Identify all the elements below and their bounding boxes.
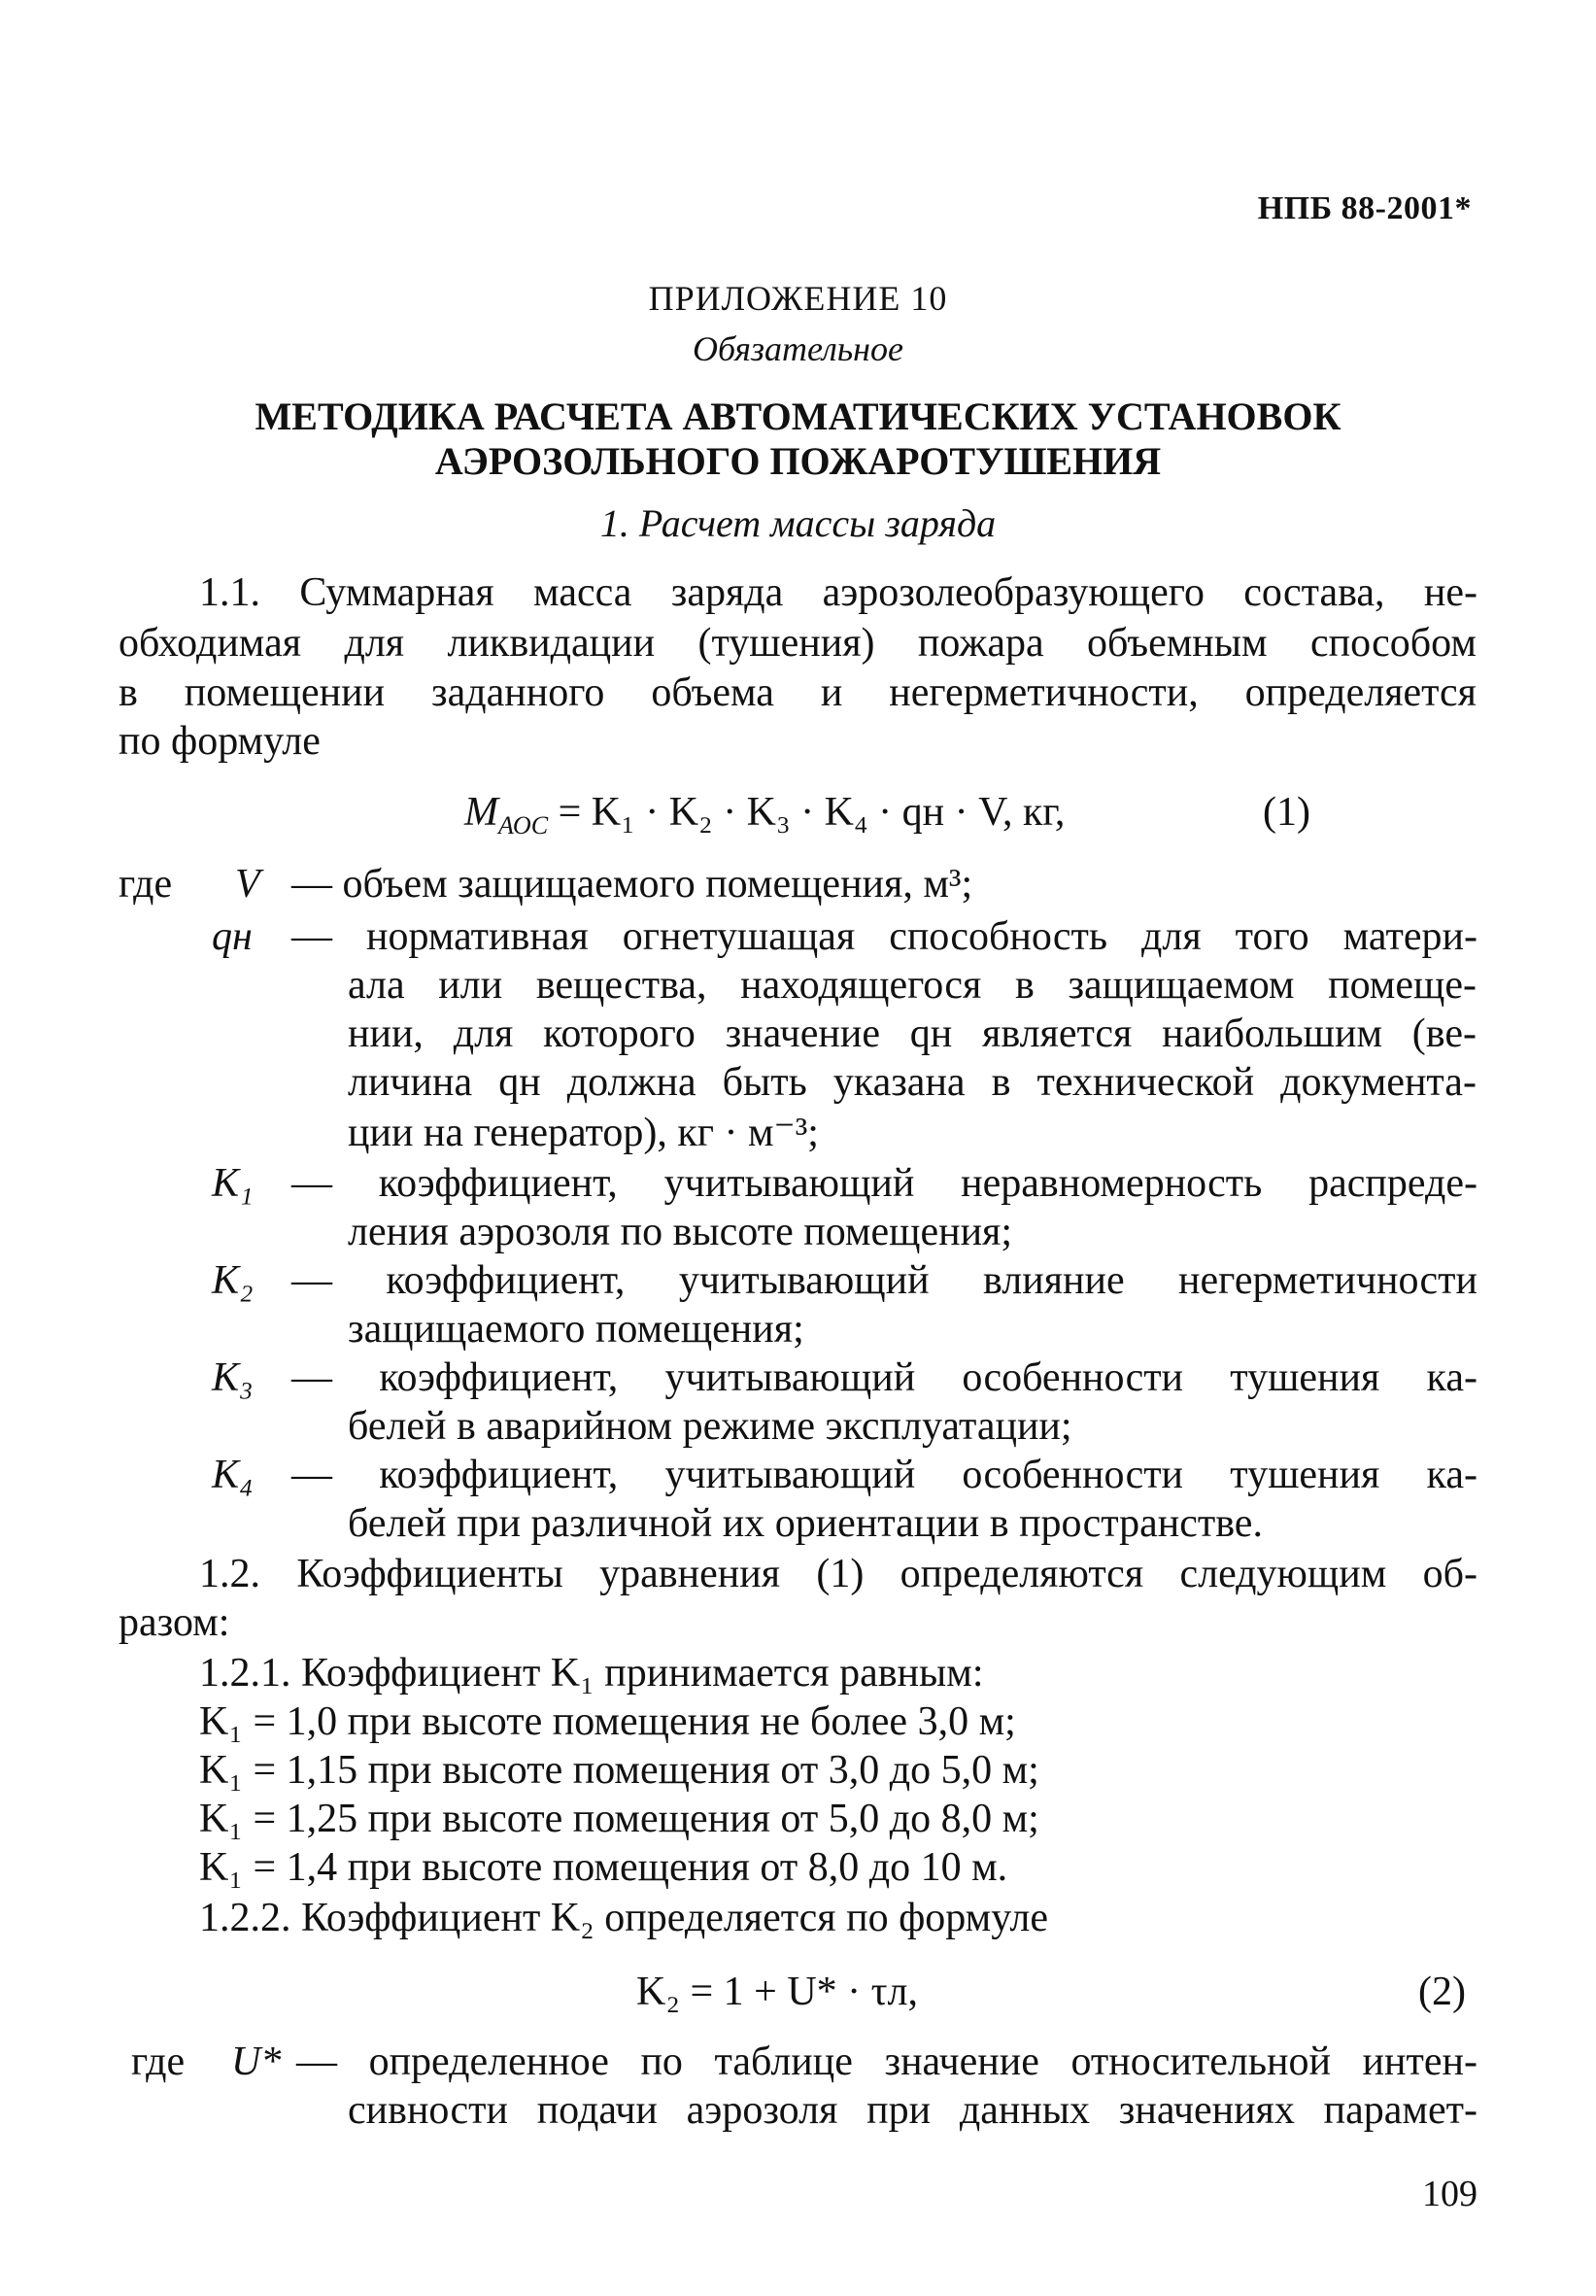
word: данных bbox=[959, 2088, 1091, 2133]
formula-1 bbox=[464, 789, 1065, 840]
def-symbol: K₄ bbox=[212, 1453, 254, 1497]
paragraph-line bbox=[119, 620, 1477, 667]
appendix-title-line1: МЕТОДИКА РАСЧЕТА АВТОМАТИЧЕСКИХ УСТАНОВОК bbox=[255, 394, 1341, 438]
word: интен- bbox=[1362, 2039, 1477, 2084]
formula-1-number: (1) bbox=[1263, 790, 1310, 835]
word: таблице bbox=[714, 2039, 853, 2084]
word: способность bbox=[889, 914, 1108, 959]
def-line bbox=[291, 1160, 1477, 1207]
word: вещества, bbox=[535, 963, 707, 1008]
word: должна bbox=[566, 1060, 696, 1105]
appendix-label: ПРИЛОЖЕНИЕ 10 bbox=[648, 279, 948, 318]
paragraph-line bbox=[199, 1551, 1477, 1597]
def-symbol: U* bbox=[231, 2039, 282, 2084]
word: учитывающий bbox=[664, 1453, 916, 1497]
def-line bbox=[348, 1059, 1477, 1106]
word: заряда bbox=[670, 570, 784, 615]
def-line bbox=[291, 1452, 1477, 1498]
word: пожара bbox=[917, 621, 1044, 666]
def-line bbox=[291, 913, 1477, 960]
word: технической bbox=[1036, 1060, 1255, 1105]
appendix-title-line2: АЭРОЗОЛЬНОГО ПОЖАРОТУШЕНИЯ bbox=[434, 439, 1162, 483]
word: негерметичности, bbox=[889, 670, 1199, 715]
word: — bbox=[291, 914, 332, 959]
k1-value-line: K₁ = 1,25 при высоте помещения от 5,0 до 8,0 м; bbox=[199, 1797, 1039, 1841]
def-line bbox=[296, 2039, 1477, 2085]
word: (тушения) bbox=[697, 621, 875, 666]
word: аэрозолеобразующего bbox=[822, 570, 1205, 615]
word: qн bbox=[909, 1011, 953, 1056]
word: — bbox=[291, 1258, 332, 1303]
word: объемным bbox=[1087, 621, 1268, 666]
word: для bbox=[344, 621, 405, 666]
k1-value-line: K₁ = 1,4 при высоте помещения от 8,0 до 10 м. bbox=[199, 1845, 1008, 1890]
word: помещении bbox=[184, 670, 386, 715]
where-label: где bbox=[119, 862, 173, 907]
paragraph-line: 1.2.2. Коэффициент K₂ определяется по формуле bbox=[199, 1896, 1048, 1940]
word: особенности bbox=[962, 1453, 1184, 1497]
section-title: 1. Расчет массы заряда bbox=[599, 501, 997, 545]
word: не- bbox=[1423, 570, 1477, 615]
def-line: — объем защищаемого помещения, м³; bbox=[291, 862, 973, 907]
word: масса bbox=[533, 570, 632, 615]
def-line: ции на генератор), кг · м⁻³; bbox=[348, 1111, 819, 1155]
def-line bbox=[348, 962, 1477, 1009]
formula-2-number: (2) bbox=[1418, 1970, 1466, 2014]
word: негерметичности bbox=[1178, 1258, 1477, 1303]
def-line bbox=[348, 2087, 1477, 2134]
k1-value-line: K₁ = 1,0 при высоте помещения не более 3,0 м; bbox=[199, 1699, 1016, 1744]
word: тушения bbox=[1230, 1355, 1380, 1400]
paragraph-line: 1.2.1. Коэффициент K₁ принимается равным: bbox=[199, 1651, 984, 1696]
word: парамет- bbox=[1323, 2088, 1477, 2133]
word: значение bbox=[884, 2039, 1039, 2084]
word: уравнения bbox=[599, 1552, 781, 1596]
word: ка- bbox=[1426, 1453, 1477, 1497]
word: Суммарная bbox=[299, 570, 494, 615]
word: и bbox=[820, 670, 843, 715]
word: учитывающий bbox=[664, 1355, 916, 1400]
formula-1-lhs-sub: АОС bbox=[498, 811, 549, 840]
word: определяется bbox=[1244, 670, 1477, 715]
word: коэффициент, bbox=[379, 1355, 619, 1400]
appendix-status: Обязательное bbox=[693, 329, 903, 368]
word: находящегося bbox=[740, 963, 982, 1008]
word: заданного bbox=[431, 670, 605, 715]
word: в bbox=[119, 670, 138, 715]
word: учитывающий bbox=[663, 1161, 915, 1206]
def-line: белей при различной их ориентации в пространстве. bbox=[348, 1501, 1263, 1546]
word: способом bbox=[1309, 621, 1477, 666]
word: или bbox=[438, 963, 503, 1008]
word: помеще- bbox=[1328, 963, 1477, 1008]
word: огнетушащая bbox=[622, 914, 856, 959]
def-symbol: qн bbox=[212, 914, 253, 959]
word: ка- bbox=[1426, 1355, 1477, 1400]
word: (ве- bbox=[1411, 1011, 1477, 1056]
word: для bbox=[1141, 914, 1202, 959]
word: — bbox=[291, 1453, 332, 1497]
def-line bbox=[291, 1354, 1477, 1401]
word: коэффициент, bbox=[378, 1161, 618, 1206]
word: наибольшим bbox=[1162, 1011, 1383, 1056]
word: документа- bbox=[1280, 1060, 1477, 1105]
word: нормативная bbox=[365, 914, 589, 959]
k1-value-line: K₁ = 1,15 при высоте помещения от 3,0 до 5,0 м; bbox=[199, 1748, 1039, 1793]
word: значениях bbox=[1118, 2088, 1295, 2133]
word: того bbox=[1235, 914, 1309, 959]
word: определенное bbox=[368, 2039, 609, 2084]
word: по bbox=[640, 2039, 683, 2084]
word: влияние bbox=[982, 1258, 1125, 1303]
page-number: 109 bbox=[1422, 2174, 1477, 2214]
word: значение bbox=[725, 1011, 880, 1056]
word: 1.2. bbox=[199, 1552, 260, 1596]
word: аэрозоля bbox=[686, 2088, 838, 2133]
formula-1-rhs: = K₁ · K₂ · K₃ · K₄ · qн · V, кг, bbox=[558, 790, 1066, 835]
def-symbol: K₂ bbox=[212, 1258, 254, 1303]
document-code: НПБ 88-2001* bbox=[1257, 190, 1472, 226]
word: ликвидации bbox=[447, 621, 656, 666]
word: в bbox=[1014, 963, 1035, 1008]
word: — bbox=[291, 1161, 332, 1206]
formula-1-lhs: M bbox=[464, 790, 498, 835]
word: является bbox=[982, 1011, 1133, 1056]
word: нии, bbox=[348, 1011, 424, 1056]
word: определяются bbox=[900, 1552, 1144, 1596]
word: матери- bbox=[1342, 914, 1477, 959]
word: ала bbox=[348, 963, 405, 1008]
word: в bbox=[991, 1060, 1011, 1105]
def-line: ления аэрозоля по высоте помещения; bbox=[348, 1210, 1013, 1254]
word: быть bbox=[722, 1060, 807, 1105]
word: указана bbox=[832, 1060, 966, 1105]
word: qн bbox=[498, 1060, 541, 1105]
paragraph-line bbox=[119, 669, 1477, 716]
word: подачи bbox=[536, 2088, 658, 2133]
word: относительной bbox=[1070, 2039, 1331, 2084]
word: 1.1. bbox=[199, 570, 260, 615]
def-symbol: V bbox=[235, 862, 260, 907]
word: которого bbox=[543, 1011, 696, 1056]
word: тушения bbox=[1230, 1453, 1380, 1497]
where-label: где bbox=[131, 2039, 186, 2084]
word: — bbox=[296, 2039, 337, 2084]
word: обходимая bbox=[119, 621, 302, 666]
word: при bbox=[866, 2088, 932, 2133]
word: следующим bbox=[1179, 1552, 1387, 1596]
word: коэффициент, bbox=[379, 1453, 619, 1497]
word: Коэффициенты bbox=[296, 1552, 563, 1596]
def-line bbox=[348, 1011, 1477, 1057]
paragraph-line: разом: bbox=[119, 1600, 230, 1645]
def-symbol: K₃ bbox=[212, 1355, 254, 1400]
def-symbol: K₁ bbox=[212, 1161, 254, 1206]
word: состава, bbox=[1243, 570, 1385, 615]
word: личина bbox=[348, 1060, 473, 1105]
word: объема bbox=[651, 670, 774, 715]
formula-2: K₂ = 1 + U* · τл, bbox=[636, 1970, 919, 2014]
word: особенности bbox=[962, 1355, 1184, 1400]
def-line bbox=[291, 1257, 1477, 1304]
def-line: белей в аварийном режиме эксплуатации; bbox=[348, 1404, 1072, 1449]
word: сивности bbox=[348, 2088, 508, 2133]
word: учитывающий bbox=[678, 1258, 930, 1303]
word: неравномерность bbox=[961, 1161, 1263, 1206]
word: защищаемом bbox=[1068, 963, 1295, 1008]
paragraph-line bbox=[199, 569, 1477, 616]
word: — bbox=[291, 1355, 332, 1400]
word: (1) bbox=[816, 1552, 865, 1596]
paragraph-line: по формуле bbox=[119, 719, 321, 764]
word: коэффициент, bbox=[386, 1258, 626, 1303]
def-line: защищаемого помещения; bbox=[348, 1307, 804, 1352]
word: об- bbox=[1422, 1552, 1477, 1596]
word: распреде- bbox=[1308, 1161, 1477, 1206]
word: для bbox=[453, 1011, 514, 1056]
